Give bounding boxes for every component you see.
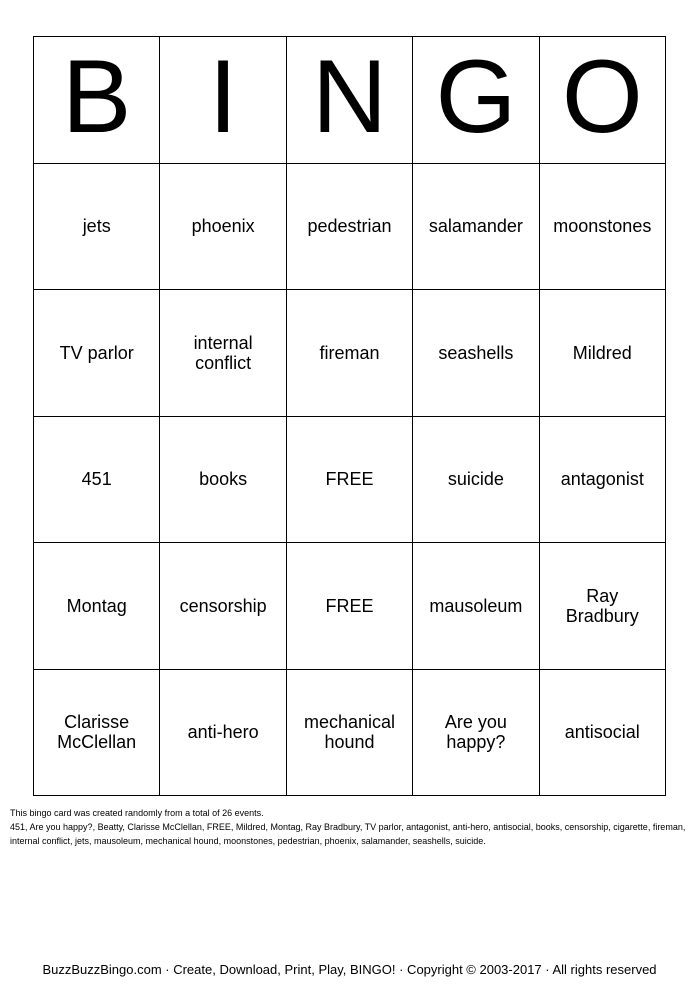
bingo-cell: antagonist <box>540 417 666 544</box>
bingo-cell: pedestrian <box>287 164 413 291</box>
header-letter-g: G <box>413 37 539 164</box>
header-letter-n: N <box>287 37 413 164</box>
bingo-cell: mausoleum <box>413 543 539 670</box>
bingo-card <box>33 36 666 796</box>
bingo-cell: TV parlor <box>34 290 160 417</box>
bingo-cell: jets <box>34 164 160 291</box>
bingo-cell: moonstones <box>540 164 666 291</box>
bingo-cell: fireman <box>287 290 413 417</box>
bingo-cell: Ray Bradbury <box>540 543 666 670</box>
bingo-cell: books <box>160 417 286 544</box>
page-footer: BuzzBuzzBingo.com · Create, Download, Print, Play, BINGO! · Copyright © 2003-2017 · All rights reserved <box>42 962 657 977</box>
bingo-cell: Clarisse McClellan <box>34 670 160 797</box>
bingo-cell: 451 <box>34 417 160 544</box>
bingo-cell: anti-hero <box>160 670 286 797</box>
bingo-cell: censorship <box>160 543 286 670</box>
header-letter-b: B <box>34 37 160 164</box>
bingo-cell: antisocial <box>540 670 666 797</box>
footnote-event-list: 451, Are you happy?, Beatty, Clarisse McClellan, FREE, Mildred, Montag, Ray Bradbury, TV parlor, antagonist, anti-hero, antisocial, books, censorship, cigarette, fireman, internal conflict, jets, mausoleum, mechanical hound, moonstones, pedestrian, phoenix, salamander, seashells, suicide. <box>10 822 686 846</box>
bingo-cell: Montag <box>34 543 160 670</box>
bingo-free-cell: FREE <box>287 543 413 670</box>
bingo-cell: phoenix <box>160 164 286 291</box>
header-letter-o: O <box>540 37 666 164</box>
bingo-cell: seashells <box>413 290 539 417</box>
bingo-free-cell: FREE <box>287 417 413 544</box>
header-letter-i: I <box>160 37 286 164</box>
bingo-cell: Are you happy? <box>413 670 539 797</box>
bingo-cell: Mildred <box>540 290 666 417</box>
bingo-cell: mechanical hound <box>287 670 413 797</box>
bingo-cell: suicide <box>413 417 539 544</box>
card-footnote <box>10 806 690 848</box>
footnote-intro: This bingo card was created randomly from a total of 26 events. <box>10 808 264 818</box>
bingo-cell: internal conflict <box>160 290 286 417</box>
bingo-cell: salamander <box>413 164 539 291</box>
